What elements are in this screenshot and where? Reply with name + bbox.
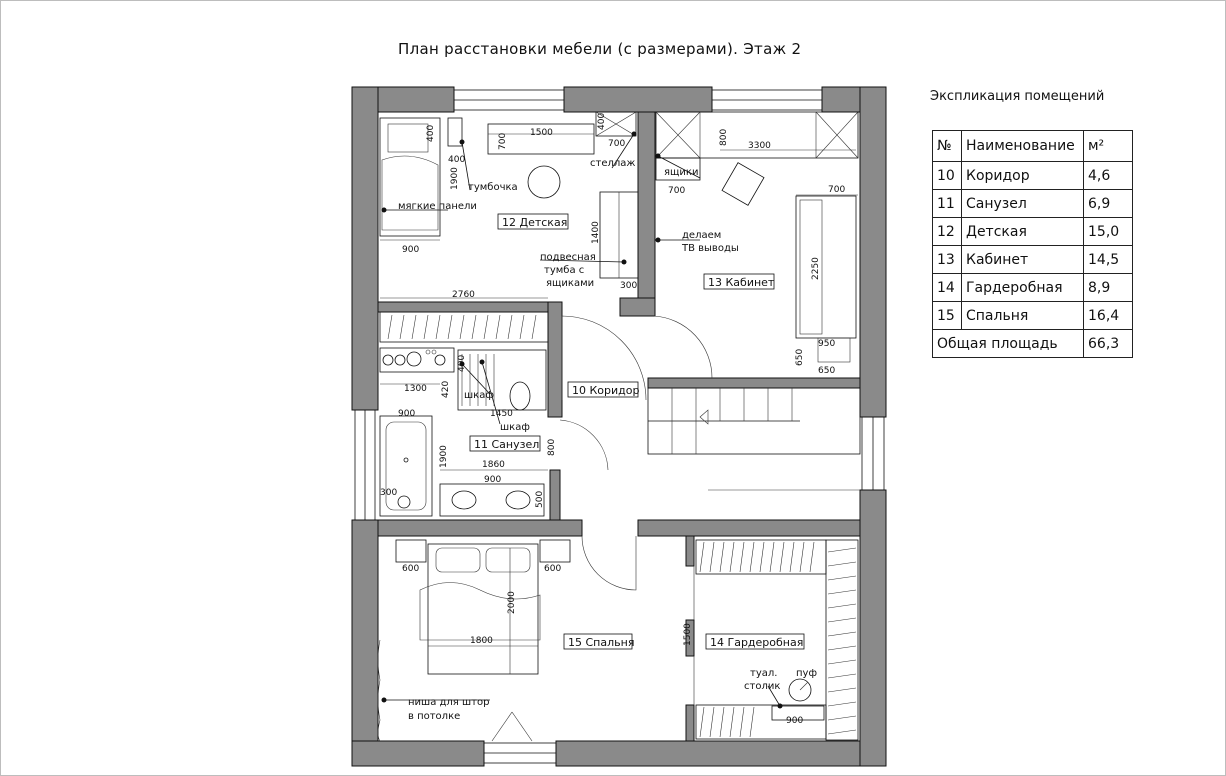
table-total-row [933, 330, 1133, 358]
table-header-row [933, 131, 1133, 162]
dim: 650 [795, 348, 805, 366]
dim: 2760 [452, 290, 475, 300]
note-hanging-1: подвесная [540, 252, 596, 263]
dim: 400 [457, 354, 467, 372]
row-num: 15 [933, 302, 962, 330]
table-row [933, 218, 1133, 246]
total-value: 66,3 [1084, 330, 1133, 358]
explication-title: Экспликация помещений [930, 89, 1105, 104]
dim: 700 [668, 186, 686, 196]
note-tv-1: делаем [682, 230, 722, 241]
dim: 1300 [404, 384, 427, 394]
drawing-title: План расстановки мебели (с размерами). Этаж 2 [398, 40, 802, 58]
row-area: 6,9 [1084, 190, 1133, 218]
dim: 800 [719, 128, 729, 146]
dim: 1900 [450, 167, 460, 190]
note-cabinet-2: шкаф [500, 422, 530, 433]
note-drawers: ящики [664, 167, 699, 178]
row-num: 10 [933, 162, 962, 190]
explication-table [932, 130, 1133, 358]
row-area: 15,0 [1084, 218, 1133, 246]
dim: 300 [620, 281, 638, 291]
windows [355, 90, 884, 763]
note-tv-2: ТВ выводы [682, 243, 739, 254]
dim: 420 [441, 380, 451, 398]
row-name: Гардеробная [962, 274, 1084, 302]
dim: 500 [535, 490, 545, 508]
dim: 400 [448, 155, 466, 165]
row-num: 13 [933, 246, 962, 274]
dim: 600 [402, 564, 420, 574]
dim: 700 [828, 185, 846, 195]
row-name: Кабинет [962, 246, 1084, 274]
dim: 1500 [530, 128, 553, 138]
row-name: Детская [962, 218, 1084, 246]
row-name: Санузел [962, 190, 1084, 218]
note-shelf: стеллаж [590, 158, 636, 169]
room-label-corridor: 10 Коридор [572, 384, 640, 397]
row-name: Коридор [962, 162, 1084, 190]
table-row [933, 162, 1133, 190]
note-hanging-3: ящиками [546, 278, 595, 289]
dim: 2250 [811, 257, 821, 280]
dim: 700 [608, 139, 626, 149]
room-label-bathroom: 11 Санузел [474, 438, 540, 451]
row-area: 14,5 [1084, 246, 1133, 274]
dim: 600 [544, 564, 562, 574]
dim: 1450 [490, 409, 513, 419]
dim: 650 [818, 366, 836, 376]
row-area: 4,6 [1084, 162, 1133, 190]
dim: 900 [402, 245, 420, 255]
room-label-study: 13 Кабинет [708, 276, 775, 289]
dim: 1900 [439, 445, 449, 468]
dim: 3300 [748, 141, 771, 151]
note-vanity-1: туал. [750, 668, 778, 679]
note-vanity-2: столик [744, 681, 781, 692]
note-soft-panels: мягкие панели [398, 201, 477, 212]
dim: 400 [597, 112, 607, 130]
dim: 300 [380, 488, 398, 498]
total-label: Общая площадь [933, 330, 1084, 358]
dim: 2000 [507, 591, 517, 614]
table-row [933, 302, 1133, 330]
table-row [933, 274, 1133, 302]
dim: 1800 [470, 636, 493, 646]
dim: 1860 [482, 460, 505, 470]
table-row [933, 190, 1133, 218]
note-niche-2: в потолке [408, 711, 461, 722]
stairs [648, 388, 860, 490]
room-label-kids: 12 Детская [502, 216, 568, 229]
row-num: 12 [933, 218, 962, 246]
table-row [933, 246, 1133, 274]
row-area: 8,9 [1084, 274, 1133, 302]
dim: 1500 [683, 623, 693, 646]
dim: 800 [547, 438, 557, 456]
dim: 700 [498, 132, 508, 150]
note-pouf: пуф [796, 668, 818, 679]
dim: 900 [484, 475, 502, 485]
dim: 900 [398, 409, 416, 419]
room-label-bedroom: 15 Спальня [568, 636, 635, 649]
note-nightstand: тумбочка [468, 182, 518, 193]
header-name: Наименование [962, 131, 1084, 162]
row-num: 14 [933, 274, 962, 302]
row-num: 11 [933, 190, 962, 218]
dim: 900 [786, 716, 804, 726]
dim: 950 [818, 339, 836, 349]
note-cabinet-1: шкаф [464, 390, 494, 401]
note-hanging-2: тумба с [544, 265, 585, 276]
note-niche-1: ниша для штор [408, 697, 490, 708]
dim: 1400 [591, 221, 601, 244]
row-name: Спальня [962, 302, 1084, 330]
header-area: м² [1084, 131, 1133, 162]
dim: 400 [426, 124, 436, 142]
row-area: 16,4 [1084, 302, 1133, 330]
header-num: № [933, 131, 962, 162]
room-label-wardrobe: 14 Гардеробная [710, 636, 804, 649]
